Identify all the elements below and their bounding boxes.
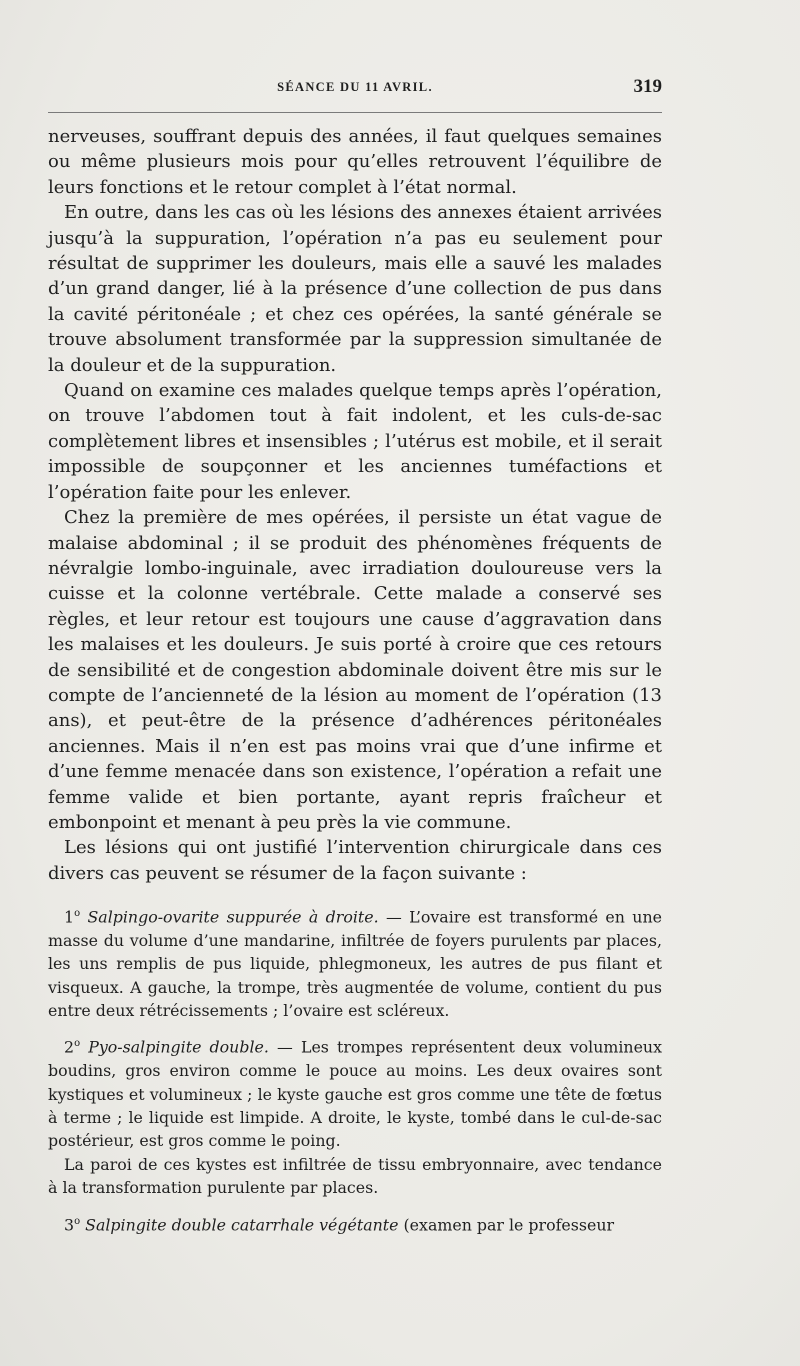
lesion-item-3 (48, 1210, 662, 1237)
header-title: SÉANCE DU 11 AVRIL. (277, 80, 433, 94)
paragraph-4: Chez la première de mes opérées, il persiste un état vague de malaise abdominal ; il se produit des phénomènes fréquents de névralgie lombo-inguinale, avec irradiation douloureuse vers la cuisse et la colonne vertébrale. Cette malade a conservé ses règles, et leur retour est toujours une cause d’aggravation dans les malaises et les douleurs. Je suis porté à croire que ces retours de sensibilité et de congestion abdominale doivent être mis sur le compte de l’ancienneté de la lésion au moment de l’opération (13 ans), et peut-être de la présence d’adhérences péritonéales anciennes. Mais il n’en est pas moins vrai que d’une infirme et d’une femme menacée dans son existence, l’opération a refait une femme valide et bien portante, ayant repris fraîcheur et embonpoint et menant à peu près la vie commune. (48, 507, 662, 833)
item-text: — L’ovaire est transformé en une masse du volume d’une mandarine, infiltrée de foyers purulents par places, les uns remplis de pus liquide, phlegmoneux, les autres de pus filant et visqueux. A gauche, la trompe, très augmentée de volume, contient du pus entre deux rétrécissements ; l’ovaire est scléreux. (48, 907, 662, 1021)
running-header (48, 74, 662, 104)
item-number: 2 (64, 1037, 75, 1057)
paragraph-2: En outre, dans les cas où les lésions des annexes étaient arrivées jusqu’à la suppuration, l’opération n’a pas eu seulement pour résultat de supprimer les douleurs, mais elle a sauvé les malades d’un grand danger, lié à la présence d’une collection de pus dans la cavité péritonéale ; et chez ces opérées, la santé générale se trouve absolument transformée par la suppression simultanée de la douleur et de la suppuration. (48, 202, 662, 376)
item-number: 3 (64, 1214, 75, 1234)
section-spacer (48, 886, 662, 902)
body-text (48, 124, 662, 1236)
item-title: Salpingo-ovarite suppurée à droite. (87, 907, 379, 927)
paragraph-3: Quand on examine ces malades quelque temps après l’opération, on trouve l’abdomen tout à fait indolent, et les culs-de-sac complètement libres et insensibles ; l’utérus est mobile, et il serait impossible de soupçonner et les anciennes tuméfactions et l’opération faite pour les enlever. (48, 380, 662, 503)
header-rule (48, 112, 662, 113)
item-number: 1 (64, 907, 75, 927)
page-number: 319 (633, 76, 662, 97)
item-number-sup: o (74, 1038, 81, 1050)
item-title: Salpingite double catarrhale végétante (85, 1214, 399, 1234)
item-text: (examen par le professeur (398, 1214, 615, 1234)
item-text: La paroi de ces kystes est infiltrée de tissu embryonnaire, avec tendance à la transformation purulente par places. (48, 1154, 662, 1198)
lesion-item-2-continuation (48, 1153, 662, 1200)
paragraph-1: nerveuses, souffrant depuis des années, il faut quelques semaines ou même plusieurs mois pour qu’elles retrouvent l’équilibre de leurs fonctions et le retour complet à l’état normal. (48, 126, 662, 198)
item-gap (48, 1022, 662, 1032)
item-number-sup: o (74, 1215, 81, 1227)
item-text: — Les trompes représentent deux volumineux boudins, gros environ comme le pouce au moins. Les deux ovaires sont kystiques et volumineux ; le kyste gauche est gros comme une tête de fœtus à terme ; le liquide est limpide. A droite, le kyste, tombé dans le cul-de-sac postérieur, est gros comme le poing. (48, 1037, 662, 1151)
item-title: Pyo-salpingite double. (88, 1037, 269, 1057)
item-number-sup: o (74, 908, 81, 920)
paragraph-5: Les lésions qui ont justifié l’intervention chirurgicale dans ces divers cas peuvent se résumer de la façon suivante : (48, 837, 662, 884)
lesion-item-2 (48, 1032, 662, 1152)
lesion-item-1 (48, 902, 662, 1022)
item-gap (48, 1200, 662, 1210)
